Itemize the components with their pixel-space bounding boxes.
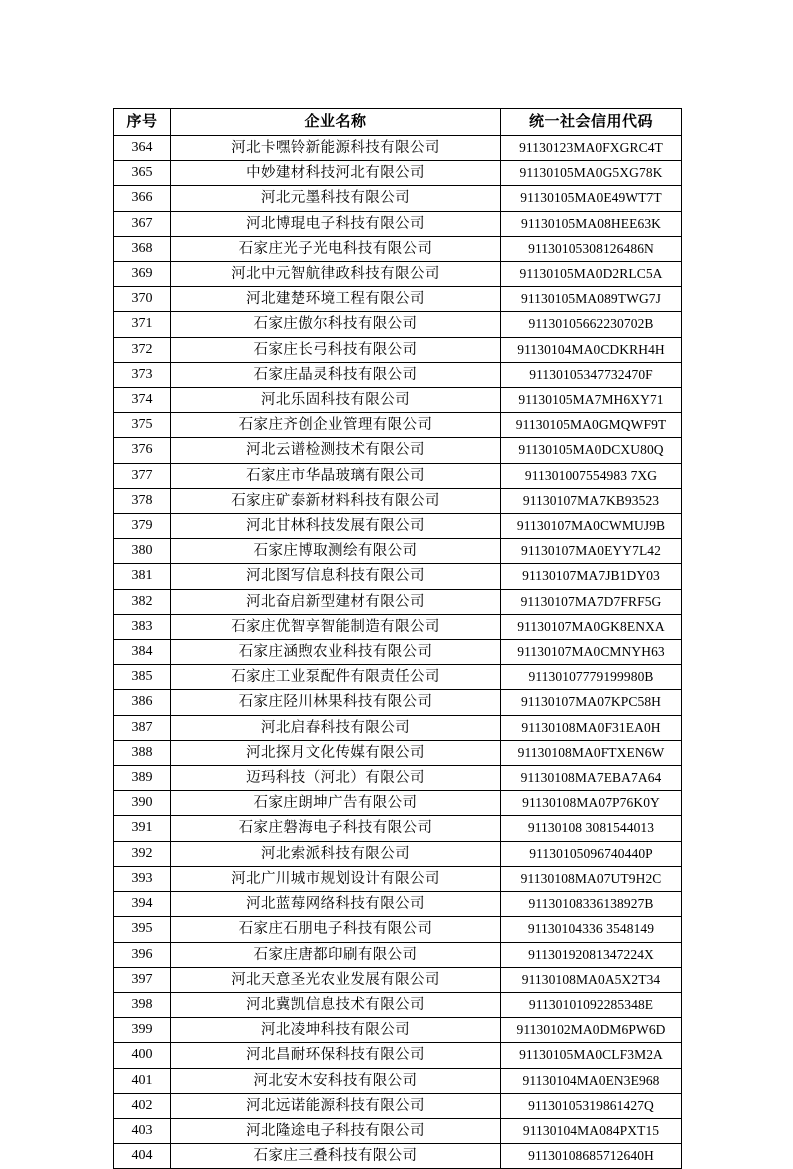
table-row — [114, 1144, 682, 1169]
table-row — [114, 161, 682, 186]
cell-sequence: 380 — [114, 539, 171, 564]
cell-enterprise-name: 河北凌坤科技有限公司 — [171, 1018, 501, 1043]
cell-credit-code: 91130107MA7JB1DY03 — [501, 564, 682, 589]
cell-sequence: 373 — [114, 362, 171, 387]
cell-credit-code: 91130108685712640H — [501, 1144, 682, 1169]
cell-credit-code: 91130107MA07KPC58H — [501, 690, 682, 715]
cell-sequence: 403 — [114, 1118, 171, 1143]
table-header — [114, 109, 682, 136]
table-row — [114, 1043, 682, 1068]
cell-enterprise-name: 河北隆途电子科技有限公司 — [171, 1118, 501, 1143]
cell-sequence: 390 — [114, 791, 171, 816]
cell-credit-code: 91130105MA0D2RLC5A — [501, 262, 682, 287]
cell-sequence: 386 — [114, 690, 171, 715]
cell-enterprise-name: 河北广川城市规划设计有限公司 — [171, 866, 501, 891]
cell-sequence: 372 — [114, 337, 171, 362]
cell-enterprise-name: 石家庄朗坤广告有限公司 — [171, 791, 501, 816]
table-row — [114, 136, 682, 161]
cell-enterprise-name: 石家庄石朋电子科技有限公司 — [171, 917, 501, 942]
cell-credit-code: 91130105MA0GMQWF9T — [501, 413, 682, 438]
table-header-row — [114, 109, 682, 136]
cell-credit-code: 91130192081347224X — [501, 942, 682, 967]
cell-sequence: 376 — [114, 438, 171, 463]
cell-credit-code: 91130105MA7MH6XY71 — [501, 388, 682, 413]
cell-credit-code: 91130107MA0CMNYH63 — [501, 640, 682, 665]
cell-credit-code: 91130105MA0E49WT7T — [501, 186, 682, 211]
cell-credit-code: 91130107MA0GK8ENXA — [501, 614, 682, 639]
cell-enterprise-name: 石家庄市华晶玻璃有限公司 — [171, 463, 501, 488]
cell-credit-code: 91130105319861427Q — [501, 1093, 682, 1118]
cell-sequence: 381 — [114, 564, 171, 589]
cell-enterprise-name: 河北冀凯信息技术有限公司 — [171, 992, 501, 1017]
cell-enterprise-name: 河北安木安科技有限公司 — [171, 1068, 501, 1093]
cell-credit-code: 91130104MA0EN3E968 — [501, 1068, 682, 1093]
table-row — [114, 211, 682, 236]
cell-sequence: 379 — [114, 514, 171, 539]
table-row — [114, 362, 682, 387]
cell-enterprise-name: 石家庄涵煦农业科技有限公司 — [171, 640, 501, 665]
cell-sequence: 385 — [114, 665, 171, 690]
cell-credit-code: 91130107MA7D7FRF5G — [501, 589, 682, 614]
table-row — [114, 715, 682, 740]
cell-enterprise-name: 迈玛科技（河北）有限公司 — [171, 766, 501, 791]
cell-sequence: 365 — [114, 161, 171, 186]
cell-credit-code: 91130102MA0DM6PW6D — [501, 1018, 682, 1043]
cell-enterprise-name: 石家庄长弓科技有限公司 — [171, 337, 501, 362]
table-row — [114, 539, 682, 564]
table-row — [114, 866, 682, 891]
table-row — [114, 312, 682, 337]
enterprise-registry-table — [113, 108, 682, 1169]
cell-sequence: 397 — [114, 967, 171, 992]
cell-enterprise-name: 河北乐固科技有限公司 — [171, 388, 501, 413]
cell-credit-code: 91130105347732470F — [501, 362, 682, 387]
cell-credit-code: 91130107MA0CWMUJ9B — [501, 514, 682, 539]
cell-enterprise-name: 石家庄矿泰新材料科技有限公司 — [171, 488, 501, 513]
table-row — [114, 942, 682, 967]
cell-enterprise-name: 石家庄唐都印刷有限公司 — [171, 942, 501, 967]
cell-enterprise-name: 石家庄陉川林果科技有限公司 — [171, 690, 501, 715]
cell-sequence: 378 — [114, 488, 171, 513]
cell-enterprise-name: 河北昌耐环保科技有限公司 — [171, 1043, 501, 1068]
cell-sequence: 393 — [114, 866, 171, 891]
cell-credit-code: 91130105MA08HEE63K — [501, 211, 682, 236]
cell-enterprise-name: 河北云谱检测技术有限公司 — [171, 438, 501, 463]
table-row — [114, 1118, 682, 1143]
cell-sequence: 383 — [114, 614, 171, 639]
cell-credit-code: 91130108MA0F31EA0H — [501, 715, 682, 740]
cell-credit-code: 91130105096740440P — [501, 841, 682, 866]
cell-credit-code: 91130105662230702B — [501, 312, 682, 337]
cell-enterprise-name: 河北远诺能源科技有限公司 — [171, 1093, 501, 1118]
cell-credit-code: 91130105308126486N — [501, 236, 682, 261]
table-row — [114, 791, 682, 816]
table-row — [114, 236, 682, 261]
cell-enterprise-name: 河北图写信息科技有限公司 — [171, 564, 501, 589]
cell-sequence: 368 — [114, 236, 171, 261]
cell-credit-code: 91130105MA089TWG7J — [501, 287, 682, 312]
table-row — [114, 186, 682, 211]
cell-enterprise-name: 河北探月文化传媒有限公司 — [171, 740, 501, 765]
table-row — [114, 640, 682, 665]
table-row — [114, 992, 682, 1017]
cell-enterprise-name: 河北天意圣光农业发展有限公司 — [171, 967, 501, 992]
cell-credit-code: 91130105MA0DCXU80Q — [501, 438, 682, 463]
table-row — [114, 1068, 682, 1093]
cell-credit-code: 91130104MA084PXT15 — [501, 1118, 682, 1143]
cell-enterprise-name: 河北奋启新型建材有限公司 — [171, 589, 501, 614]
cell-credit-code: 91130105MA0CLF3M2A — [501, 1043, 682, 1068]
cell-sequence: 382 — [114, 589, 171, 614]
table-row — [114, 917, 682, 942]
cell-sequence: 399 — [114, 1018, 171, 1043]
table-row — [114, 816, 682, 841]
table-row — [114, 766, 682, 791]
cell-credit-code: 91130108 3081544013 — [501, 816, 682, 841]
cell-credit-code: 91130104336 3548149 — [501, 917, 682, 942]
cell-sequence: 366 — [114, 186, 171, 211]
table-row — [114, 614, 682, 639]
cell-enterprise-name: 河北建楚环境工程有限公司 — [171, 287, 501, 312]
cell-enterprise-name: 石家庄优智享智能制造有限公司 — [171, 614, 501, 639]
table-row — [114, 488, 682, 513]
cell-sequence: 401 — [114, 1068, 171, 1093]
cell-credit-code: 91130108MA07UT9H2C — [501, 866, 682, 891]
cell-sequence: 371 — [114, 312, 171, 337]
cell-sequence: 369 — [114, 262, 171, 287]
cell-enterprise-name: 河北蓝莓网络科技有限公司 — [171, 892, 501, 917]
column-header-enterprise-name: 企业名称 — [171, 109, 501, 136]
cell-enterprise-name: 河北元墨科技有限公司 — [171, 186, 501, 211]
table-row — [114, 589, 682, 614]
cell-enterprise-name: 石家庄傲尔科技有限公司 — [171, 312, 501, 337]
cell-sequence: 396 — [114, 942, 171, 967]
table-row — [114, 740, 682, 765]
table-row — [114, 262, 682, 287]
cell-enterprise-name: 中妙建材科技河北有限公司 — [171, 161, 501, 186]
cell-credit-code: 911301007554983 7XG — [501, 463, 682, 488]
cell-credit-code: 91130123MA0FXGRC4T — [501, 136, 682, 161]
cell-credit-code: 91130107MA7KB93523 — [501, 488, 682, 513]
table-row — [114, 1018, 682, 1043]
cell-credit-code: 91130105MA0G5XG78K — [501, 161, 682, 186]
table-row — [114, 388, 682, 413]
cell-sequence: 388 — [114, 740, 171, 765]
cell-credit-code: 91130107779199980B — [501, 665, 682, 690]
cell-enterprise-name: 河北卡嘿铃新能源科技有限公司 — [171, 136, 501, 161]
table-row — [114, 841, 682, 866]
cell-sequence: 400 — [114, 1043, 171, 1068]
cell-sequence: 389 — [114, 766, 171, 791]
table-row — [114, 665, 682, 690]
cell-credit-code: 91130101092285348E — [501, 992, 682, 1017]
cell-credit-code: 91130108MA0FTXEN6W — [501, 740, 682, 765]
cell-enterprise-name: 石家庄博取测绘有限公司 — [171, 539, 501, 564]
cell-credit-code: 91130108MA0A5X2T34 — [501, 967, 682, 992]
cell-enterprise-name: 石家庄磐海电子科技有限公司 — [171, 816, 501, 841]
cell-sequence: 392 — [114, 841, 171, 866]
table-row — [114, 514, 682, 539]
cell-sequence: 374 — [114, 388, 171, 413]
cell-sequence: 398 — [114, 992, 171, 1017]
cell-sequence: 384 — [114, 640, 171, 665]
table-row — [114, 337, 682, 362]
cell-enterprise-name: 河北中元智航律政科技有限公司 — [171, 262, 501, 287]
cell-enterprise-name: 河北甘林科技发展有限公司 — [171, 514, 501, 539]
table-row — [114, 438, 682, 463]
cell-sequence: 394 — [114, 892, 171, 917]
cell-sequence: 404 — [114, 1144, 171, 1169]
column-header-sequence: 序号 — [114, 109, 171, 136]
cell-credit-code: 91130108MA7EBA7A64 — [501, 766, 682, 791]
table-row — [114, 413, 682, 438]
cell-sequence: 387 — [114, 715, 171, 740]
cell-credit-code: 91130107MA0EYY7L42 — [501, 539, 682, 564]
cell-sequence: 395 — [114, 917, 171, 942]
cell-enterprise-name: 石家庄齐创企业管理有限公司 — [171, 413, 501, 438]
cell-credit-code: 91130104MA0CDKRH4H — [501, 337, 682, 362]
cell-sequence: 391 — [114, 816, 171, 841]
cell-enterprise-name: 河北索派科技有限公司 — [171, 841, 501, 866]
cell-credit-code: 91130108336138927B — [501, 892, 682, 917]
cell-enterprise-name: 河北启春科技有限公司 — [171, 715, 501, 740]
table-row — [114, 564, 682, 589]
table-row — [114, 967, 682, 992]
cell-sequence: 367 — [114, 211, 171, 236]
cell-credit-code: 91130108MA07P76K0Y — [501, 791, 682, 816]
cell-enterprise-name: 河北博琨电子科技有限公司 — [171, 211, 501, 236]
cell-enterprise-name: 石家庄工业泵配件有限责任公司 — [171, 665, 501, 690]
table-row — [114, 1093, 682, 1118]
cell-sequence: 375 — [114, 413, 171, 438]
table-row — [114, 690, 682, 715]
table-row — [114, 287, 682, 312]
cell-enterprise-name: 石家庄三叠科技有限公司 — [171, 1144, 501, 1169]
table-row — [114, 892, 682, 917]
registry-table-container — [113, 108, 681, 1169]
table-body — [114, 136, 682, 1169]
column-header-credit-code: 统一社会信用代码 — [501, 109, 682, 136]
cell-enterprise-name: 石家庄晶灵科技有限公司 — [171, 362, 501, 387]
cell-sequence: 364 — [114, 136, 171, 161]
cell-sequence: 377 — [114, 463, 171, 488]
table-row — [114, 463, 682, 488]
cell-sequence: 402 — [114, 1093, 171, 1118]
cell-sequence: 370 — [114, 287, 171, 312]
cell-enterprise-name: 石家庄光子光电科技有限公司 — [171, 236, 501, 261]
